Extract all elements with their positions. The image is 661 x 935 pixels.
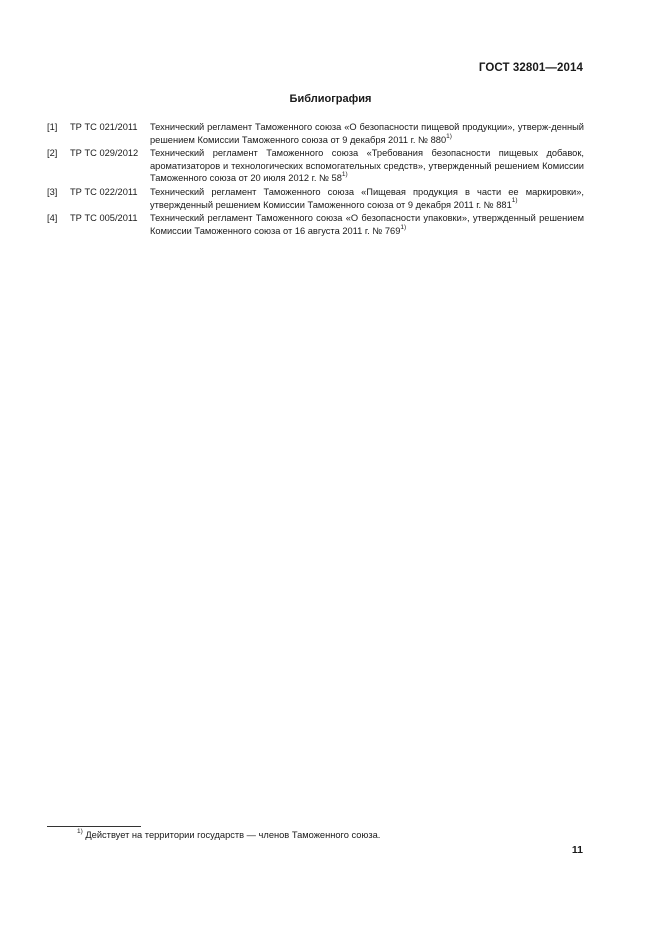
entry-text-wrapper [150, 121, 584, 146]
page-number: 11 [571, 844, 583, 856]
entry-code: ТР ТС 021/2011 [70, 122, 138, 132]
entry-text: Технический регламент Таможенного союза «О безопасности упаковки», утвержденный решением Комиссии Таможенного союза от 16 августа 2011 г. № 769 [150, 213, 584, 236]
section-title: Библиография [289, 93, 372, 105]
footnote-text: Действует на территории государств — членов Таможенного союза. [85, 830, 381, 840]
entry-number: [3] [47, 186, 58, 197]
entry-number: [1] [47, 122, 58, 132]
entry-text: Технический регламент Таможенного союза «Требования безопасности пищевых добавок, ароматизаторов и технологических вспомогательных средств», утвержденный решением Комиссии Таможенного союза от 20 июля 2012 г. № 58 [150, 148, 584, 184]
entry-code: ТР ТС 005/2011 [70, 213, 138, 224]
footnote-divider [47, 826, 141, 827]
entry-text-wrapper [150, 212, 584, 237]
entry-text-wrapper [150, 147, 584, 185]
entry-text: Технический регламент Таможенного союза «О безопасности пищевой продукции», утверж-денный решением Комиссии Таможенного союза от 9 декабря 2011 г. № 880 [150, 122, 584, 145]
footnote [77, 829, 380, 841]
entry-number: [2] [47, 148, 58, 159]
entry-number: [4] [47, 213, 58, 224]
footnote-mark: 1) [446, 132, 452, 140]
bibliography-entry [47, 147, 584, 185]
entry-code: ТР ТС 029/2012 [70, 148, 139, 159]
bibliography-entry [47, 186, 584, 211]
footnote-mark: 1) [511, 197, 518, 205]
document-code: ГОСТ 32801—2014 [478, 62, 583, 74]
footnote-mark: 1) [341, 171, 348, 179]
entry-text: Технический регламент Таможенного союза «Пищевая продукция в части ее маркировки», утвержденный решением Комиссии Таможенного союза от 9 декабря 2011 г. № 881 [150, 186, 584, 210]
bibliography-entry [47, 212, 584, 237]
footnote-mark: 1) [400, 223, 407, 231]
bibliography-list [47, 121, 584, 238]
footnote-mark: 1) [77, 827, 83, 835]
bibliography-entry [47, 121, 584, 146]
entry-text-wrapper [150, 186, 584, 211]
entry-code: ТР ТС 022/2011 [70, 186, 138, 197]
